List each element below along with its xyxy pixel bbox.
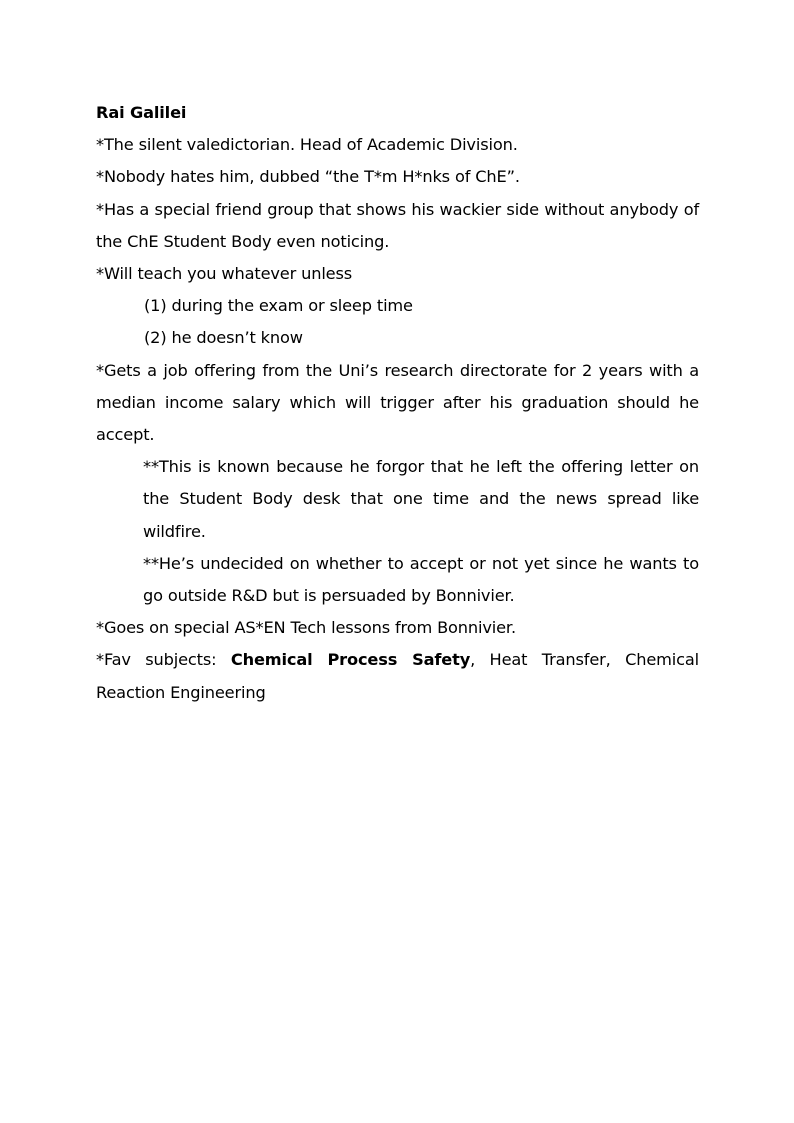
trait-friend-group: *Has a special friend group that shows his wackier side without anybody of the ChE Student Body even noticing. xyxy=(96,199,699,251)
trait-teaching: *Will teach you whatever unless xyxy=(96,264,353,284)
job-offer-note-1: **This is known because he forgor that he left the offering letter on the Student Body desk that one time and the news spread like wildfire. xyxy=(143,457,699,541)
teaching-exception-2: (2) he doesn’t know xyxy=(144,328,303,348)
trait-job-offer: *Gets a job offering from the Uni’s research directorate for 2 years with a median income salary which will trigger after his graduation should he accept. xyxy=(96,360,699,445)
fav-subjects-rest: , Heat Transfer, Chemical Reaction Engineering xyxy=(96,650,699,702)
character-name-heading: Rai Galilei xyxy=(96,103,187,122)
document-page xyxy=(96,97,699,709)
trait-lessons: *Goes on special AS*EN Tech lessons from Bonnivier. xyxy=(96,618,516,638)
fav-subject-highlight: Chemical Process Safety xyxy=(230,650,471,670)
teaching-exception-1: (1) during the exam or sleep time xyxy=(144,296,413,316)
trait-valedictorian: *The silent valedictorian. Head of Academic Division. xyxy=(96,135,518,155)
trait-nickname: *Nobody hates him, dubbed “the T*m H*nks of ChE”. xyxy=(96,167,520,187)
job-offer-note-2: **He’s undecided on whether to accept or not yet since he wants to go outside R&D but is persuaded by Bonnivier. xyxy=(143,553,699,606)
fav-subjects-prefix: *Fav subjects: xyxy=(96,650,231,670)
trait-fav-subjects xyxy=(96,644,699,708)
